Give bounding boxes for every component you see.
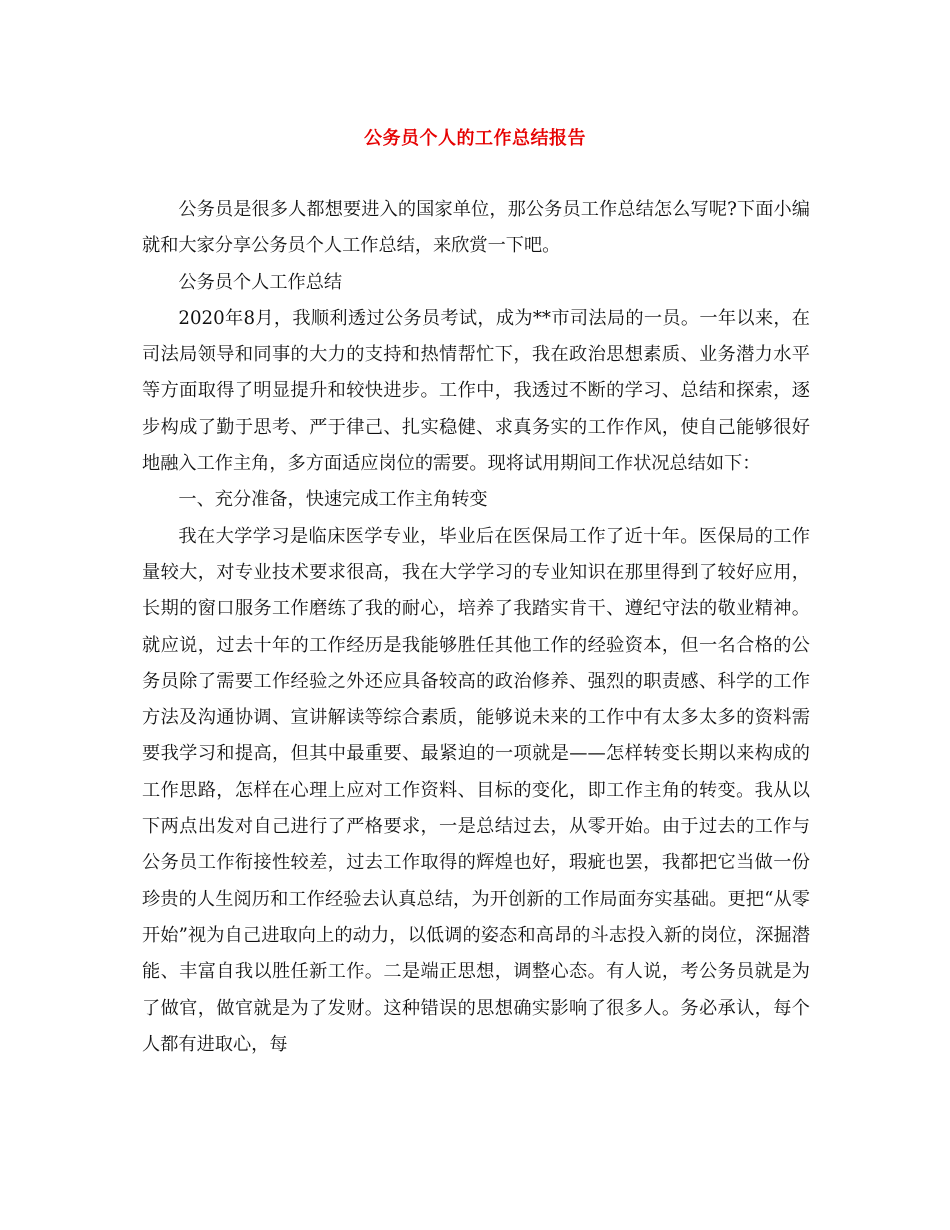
document-title: 公务员个人的工作总结报告 [364,128,586,149]
section-title: 公务员个人工作总结 [178,271,343,293]
document-body [142,192,810,1063]
intro-paragraph: 公务员是很多人都想要进入的国家单位，那公务员工作总结怎么写呢?下面小编就和大家分享公务员个人工作总结，来欣赏一下吧。 [142,199,810,257]
summary-paragraph: 2020年8月，我顺利透过公务员考试，成为**市司法局的一员。一年以来，在司法局领导和同事的大力的支持和热情帮忙下，我在政治思想素质、业务潜力水平等方面取得了明显提升和较快进步。工作中，我透过不断的学习、总结和探索，逐步构成了勤于思考、严于律己、扎实稳健、求真务实的工作作风，使自己能够很好地融入工作主角，多方面适应岗位的需要。现将试用期间工作状况总结如下： [142,307,810,475]
section-heading-1: 一、充分准备，快速完成工作主角转变 [178,489,488,511]
section-1-paragraph: 我在大学学习是临床医学专业，毕业后在医保局工作了近十年。医保局的工作量较大，对专业技术要求很高，我在大学学习的专业知识在那里得到了较好应用，长期的窗口服务工作磨练了我的耐心，培养了我踏实肯干、遵纪守法的敬业精神。就应说，过去十年的工作经历是我能够胜任其他工作的经验资本，但一名合格的公务员除了需要工作经验之外还应具备较高的政治修养、强烈的职责感、科学的工作方法及沟通协调、宣讲解读等综合素质，能够说未来的工作中有太多太多的资料需要我学习和提高，但其中最重要、最紧迫的一项就是——怎样转变长期以来构成的工作思路，怎样在心理上应对工作资料、目标的变化，即工作主角的转变。我从以下两点出发对自己进行了严格要求，一是总结过去，从零开始。由于过去的工作与公务员工作衔接性较差，过去工作取得的辉煌也好，瑕疵也罢，我都把它当做一份珍贵的人生阅历和工作经验去认真总结，为开创新的工作局面夯实基础。更把“从零开始”视为自己进取向上的动力，以低调的姿态和高昂的斗志投入新的岗位，深掘潜能、丰富自我以胜任新工作。二是端正思想，调整心态。有人说，考公务员就是为了做官，做官就是为了发财。这种错误的思想确实影响了很多人。务必承认，每个人都有进取心，每 [142,525,810,1055]
